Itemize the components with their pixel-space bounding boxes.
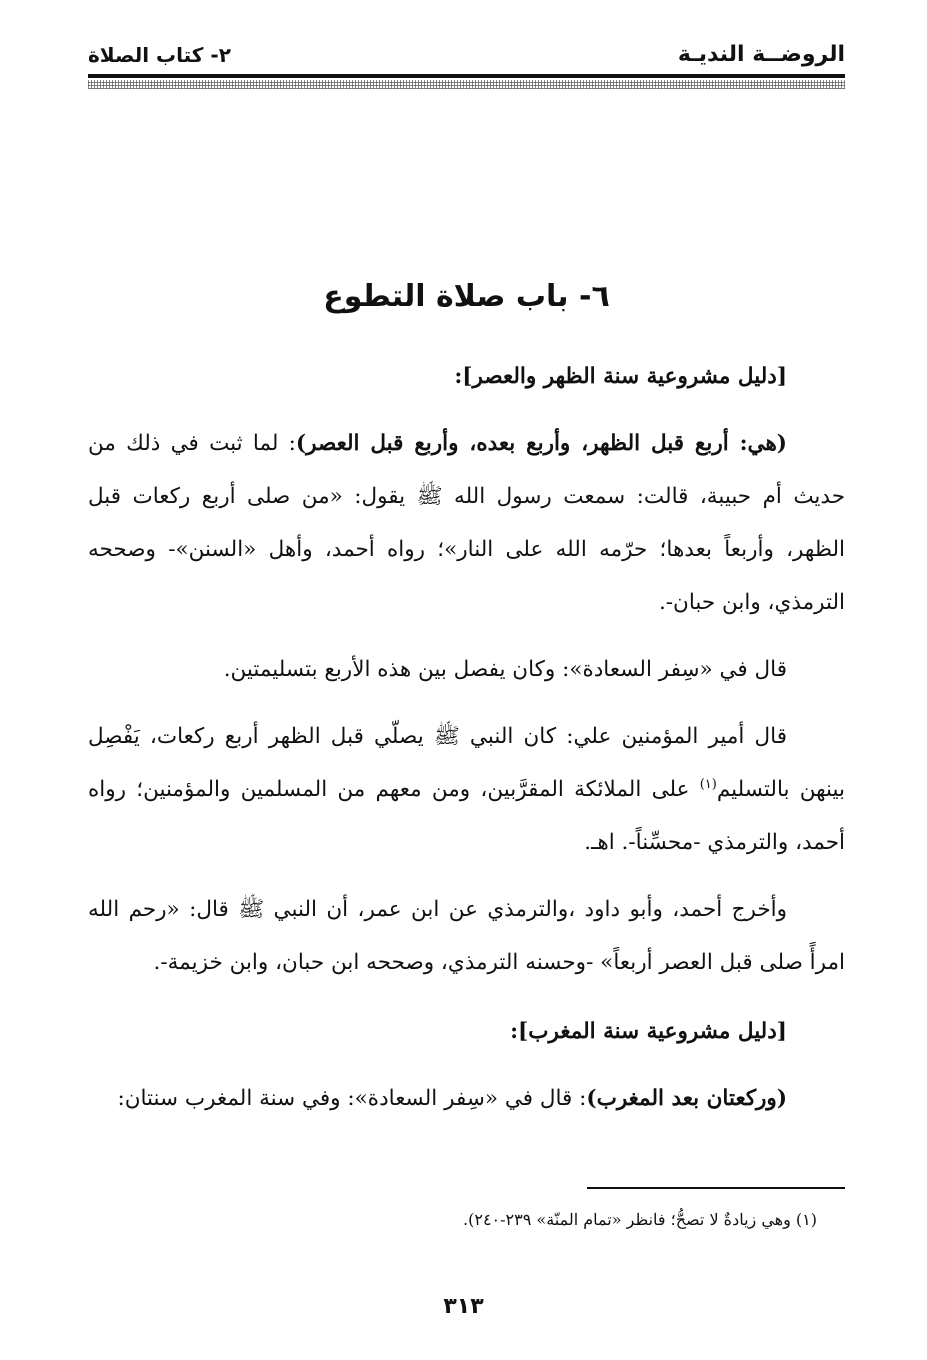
narration-text: قال أمير المؤمنين علي: كان النبي ﷺ يصلّي قبل الظهر أربع ركعات، يَفْصِل بينهن بالتسليم	[88, 724, 845, 802]
sharh-text: : قال في «سِفر السعادة»: وفي سنة المغرب سنتان:	[117, 1086, 587, 1111]
paragraph-ibn-umar-narration: وأخرج أحمد، وأبو داود ،والترمذي عن ابن عمر، أن النبي ﷺ قال: «رحم الله امرأً صلى قبل العصر أربعاً» -وحسنه الترمذي، وصححه ابن حبان، وابن خزيمة-.	[88, 897, 845, 975]
header-rule	[88, 74, 845, 78]
body-text	[88, 350, 845, 1125]
running-header	[88, 40, 845, 72]
subheading-maghrib: [دليل مشروعية سنة المغرب]:	[510, 1019, 787, 1044]
subheading-dhuhr-asr: [دليل مشروعية سنة الظهر والعصر]:	[454, 364, 787, 389]
header-dotted-band	[88, 80, 845, 89]
paragraph-maghrib-sunnah	[88, 1072, 845, 1125]
narration-text-continued: على الملائكة المقرَّبين، ومن معهم من المسلمين والمؤمنين؛ رواه أحمد، والترمذي -محسِّناً-. اهـ.	[88, 777, 845, 855]
book-title: الروضــة النديـة	[677, 42, 845, 67]
sharh-text: : لما ثبت في ذلك من حديث أم حبيبة، قالت: سمعت رسول الله ﷺ يقول: «من صلى أربع ركعات قبل الظهر، وأربعاً بعدها؛ حرّمه الله على النار»؛ رواه أحمد، وأهل «السنن»- وصححه الترمذي، وابن حبان-.	[88, 431, 845, 615]
matn-text: (هي: أربع قبل الظهر، وأربع بعده، وأربع قبل العصر)	[295, 431, 787, 456]
chapter-title: ٦- باب صلاة التطوع	[323, 279, 610, 314]
footnote: (١) وهي زيادةٌ لا تصحُّ؛ فانظر «تمام المنّة» ٢٣٩-٢٤٠).	[463, 1210, 817, 1229]
paragraph-four-before-dhuhr	[88, 417, 845, 629]
paragraph-safar-al-saada: قال في «سِفر السعادة»: وكان يفصل بين هذه الأربع بتسليمتين.	[223, 657, 787, 682]
page-number: ٣١٣	[443, 1294, 484, 1319]
paragraph-ali-narration	[88, 710, 845, 869]
footnote-reference: (١)	[699, 776, 717, 792]
matn-text: (وركعتان بعد المغرب)	[586, 1086, 787, 1111]
footnote-rule	[587, 1187, 845, 1189]
section-title: ٢- كتاب الصلاة	[88, 43, 231, 67]
